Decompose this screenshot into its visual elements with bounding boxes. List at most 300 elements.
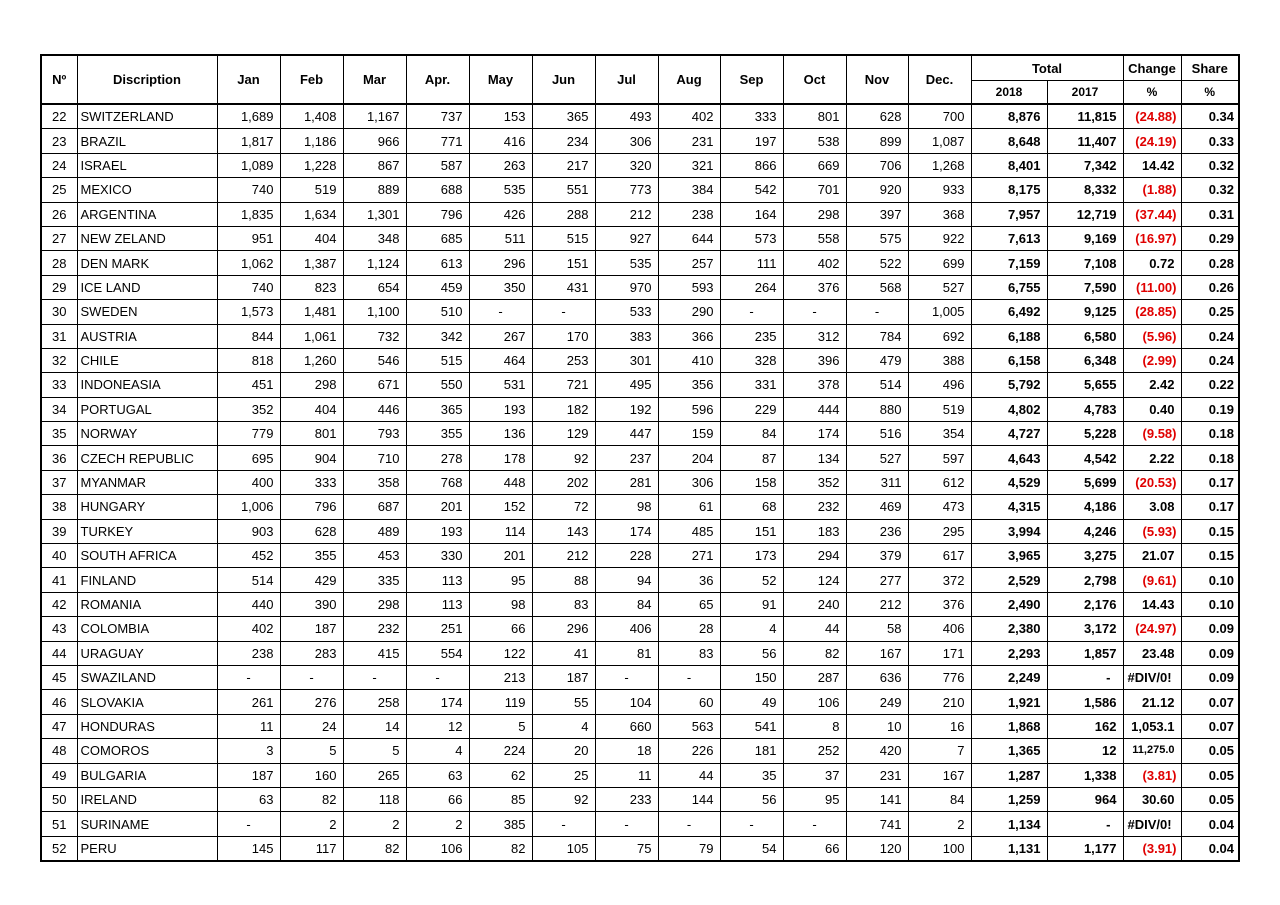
- month-value-cell: 14: [343, 714, 406, 738]
- month-value-cell: 182: [532, 397, 595, 421]
- month-value-cell: 519: [908, 397, 971, 421]
- header-total: Total: [971, 55, 1123, 81]
- month-value-cell: 333: [720, 104, 783, 129]
- change-percent-cell: 2.22: [1123, 446, 1181, 470]
- total-2018-cell: 4,802: [971, 397, 1047, 421]
- month-value-cell: 193: [406, 519, 469, 543]
- month-value-cell: 98: [595, 495, 658, 519]
- month-value-cell: 141: [846, 787, 908, 811]
- month-value-cell: 167: [908, 763, 971, 787]
- share-percent-cell: 0.17: [1181, 495, 1239, 519]
- month-value-cell: 522: [846, 251, 908, 275]
- month-value-cell: 63: [217, 787, 280, 811]
- month-value-cell: 880: [846, 397, 908, 421]
- total-2017-cell: 2,176: [1047, 592, 1123, 616]
- total-2017-cell: -: [1047, 812, 1123, 836]
- month-value-cell: 732: [343, 324, 406, 348]
- total-2017-cell: 4,186: [1047, 495, 1123, 519]
- share-percent-cell: 0.19: [1181, 397, 1239, 421]
- month-value-cell: 11: [217, 714, 280, 738]
- total-2018-cell: 2,490: [971, 592, 1047, 616]
- month-value-cell: 1,634: [280, 202, 343, 226]
- month-value-cell: 384: [658, 178, 720, 202]
- month-value-cell: 533: [595, 300, 658, 324]
- month-value-cell: 263: [469, 153, 532, 177]
- total-2017-cell: 7,590: [1047, 275, 1123, 299]
- month-value-cell: 66: [406, 787, 469, 811]
- country-name-cell: SWEDEN: [77, 300, 217, 324]
- row-number-cell: 22: [41, 104, 77, 129]
- month-value-cell: 496: [908, 373, 971, 397]
- month-value-cell: 174: [783, 422, 846, 446]
- country-name-cell: SURINAME: [77, 812, 217, 836]
- change-percent-cell: 30.60: [1123, 787, 1181, 811]
- share-percent-cell: 0.17: [1181, 470, 1239, 494]
- month-value-cell: 541: [720, 714, 783, 738]
- header-no: Nº: [41, 55, 77, 104]
- month-value-cell: 378: [783, 373, 846, 397]
- month-value-cell: 695: [217, 446, 280, 470]
- month-value-cell: 92: [532, 787, 595, 811]
- row-number-cell: 49: [41, 763, 77, 787]
- month-value-cell: 83: [532, 592, 595, 616]
- month-value-cell: 779: [217, 422, 280, 446]
- change-percent-cell: (3.81): [1123, 763, 1181, 787]
- total-2018-cell: 4,643: [971, 446, 1047, 470]
- total-2017-cell: 1,586: [1047, 690, 1123, 714]
- month-value-cell: -: [658, 812, 720, 836]
- month-value-cell: 368: [908, 202, 971, 226]
- row-number-cell: 47: [41, 714, 77, 738]
- month-value-cell: 295: [908, 519, 971, 543]
- month-value-cell: 404: [280, 397, 343, 421]
- table-row: [41, 763, 1239, 787]
- month-value-cell: 87: [720, 446, 783, 470]
- month-value-cell: 84: [720, 422, 783, 446]
- table-row: [41, 495, 1239, 519]
- month-value-cell: 372: [908, 568, 971, 592]
- month-value-cell: 187: [532, 665, 595, 689]
- month-value-cell: 331: [720, 373, 783, 397]
- table-row: [41, 422, 1239, 446]
- change-percent-cell: 1,053.1: [1123, 714, 1181, 738]
- month-value-cell: 587: [406, 153, 469, 177]
- month-value-cell: 453: [343, 544, 406, 568]
- month-value-cell: 5: [280, 739, 343, 763]
- month-value-cell: 228: [595, 544, 658, 568]
- month-value-cell: 68: [720, 495, 783, 519]
- month-value-cell: 1,408: [280, 104, 343, 129]
- month-value-cell: 100: [908, 836, 971, 861]
- month-value-cell: 84: [908, 787, 971, 811]
- table-row: [41, 739, 1239, 763]
- country-name-cell: ISRAEL: [77, 153, 217, 177]
- change-percent-cell: (5.93): [1123, 519, 1181, 543]
- month-value-cell: 24: [280, 714, 343, 738]
- month-value-cell: 267: [469, 324, 532, 348]
- month-value-cell: 106: [783, 690, 846, 714]
- month-value-cell: 237: [595, 446, 658, 470]
- month-value-cell: 281: [595, 470, 658, 494]
- month-value-cell: 1,186: [280, 129, 343, 153]
- table-row: [41, 373, 1239, 397]
- share-percent-cell: 0.09: [1181, 665, 1239, 689]
- month-value-cell: 118: [343, 787, 406, 811]
- month-value-cell: 63: [406, 763, 469, 787]
- month-value-cell: 187: [280, 617, 343, 641]
- header-month: Apr.: [406, 55, 469, 104]
- month-value-cell: 181: [720, 739, 783, 763]
- change-percent-cell: (9.58): [1123, 422, 1181, 446]
- month-value-cell: 1,268: [908, 153, 971, 177]
- month-value-cell: -: [217, 665, 280, 689]
- month-value-cell: 596: [658, 397, 720, 421]
- share-percent-cell: 0.29: [1181, 226, 1239, 250]
- total-2018-cell: 3,994: [971, 519, 1047, 543]
- month-value-cell: 193: [469, 397, 532, 421]
- total-2018-cell: 2,249: [971, 665, 1047, 689]
- header-share-unit: %: [1181, 81, 1239, 105]
- header-year-2018: 2018: [971, 81, 1047, 105]
- month-value-cell: 61: [658, 495, 720, 519]
- row-number-cell: 32: [41, 348, 77, 372]
- month-value-cell: 644: [658, 226, 720, 250]
- month-value-cell: 226: [658, 739, 720, 763]
- month-value-cell: 1,573: [217, 300, 280, 324]
- month-value-cell: 306: [658, 470, 720, 494]
- total-2017-cell: 1,338: [1047, 763, 1123, 787]
- total-2017-cell: 4,246: [1047, 519, 1123, 543]
- share-percent-cell: 0.26: [1181, 275, 1239, 299]
- month-value-cell: 612: [908, 470, 971, 494]
- month-value-cell: 5: [343, 739, 406, 763]
- total-2017-cell: 9,125: [1047, 300, 1123, 324]
- month-value-cell: 66: [469, 617, 532, 641]
- month-value-cell: 593: [658, 275, 720, 299]
- month-value-cell: 352: [783, 470, 846, 494]
- total-2018-cell: 4,529: [971, 470, 1047, 494]
- share-percent-cell: 0.07: [1181, 714, 1239, 738]
- month-value-cell: 37: [783, 763, 846, 787]
- change-percent-cell: (1.88): [1123, 178, 1181, 202]
- month-value-cell: 20: [532, 739, 595, 763]
- month-value-cell: 416: [469, 129, 532, 153]
- country-name-cell: HONDURAS: [77, 714, 217, 738]
- header-share: Share: [1181, 55, 1239, 81]
- row-number-cell: 24: [41, 153, 77, 177]
- month-value-cell: 56: [720, 641, 783, 665]
- month-value-cell: 249: [846, 690, 908, 714]
- share-percent-cell: 0.24: [1181, 324, 1239, 348]
- month-value-cell: 2: [280, 812, 343, 836]
- table-row: [41, 470, 1239, 494]
- month-value-cell: 129: [532, 422, 595, 446]
- month-value-cell: 58: [846, 617, 908, 641]
- row-number-cell: 48: [41, 739, 77, 763]
- country-name-cell: CHILE: [77, 348, 217, 372]
- total-2017-cell: 7,342: [1047, 153, 1123, 177]
- month-value-cell: 174: [406, 690, 469, 714]
- month-value-cell: 173: [720, 544, 783, 568]
- month-value-cell: 119: [469, 690, 532, 714]
- total-2018-cell: 4,727: [971, 422, 1047, 446]
- month-value-cell: 231: [846, 763, 908, 787]
- change-percent-cell: #DIV/0!: [1123, 665, 1181, 689]
- month-value-cell: 889: [343, 178, 406, 202]
- table-header: [41, 55, 1239, 104]
- total-2018-cell: 1,134: [971, 812, 1047, 836]
- month-value-cell: 444: [783, 397, 846, 421]
- total-2017-cell: 12,719: [1047, 202, 1123, 226]
- month-value-cell: 628: [280, 519, 343, 543]
- month-value-cell: 700: [908, 104, 971, 129]
- month-value-cell: 402: [217, 617, 280, 641]
- month-value-cell: 776: [908, 665, 971, 689]
- month-value-cell: 558: [783, 226, 846, 250]
- month-value-cell: 1,089: [217, 153, 280, 177]
- month-value-cell: 654: [343, 275, 406, 299]
- row-number-cell: 41: [41, 568, 77, 592]
- month-value-cell: -: [280, 665, 343, 689]
- month-value-cell: 446: [343, 397, 406, 421]
- month-value-cell: 261: [217, 690, 280, 714]
- month-value-cell: 144: [658, 787, 720, 811]
- month-value-cell: 448: [469, 470, 532, 494]
- row-number-cell: 46: [41, 690, 77, 714]
- table-row: [41, 178, 1239, 202]
- month-value-cell: 406: [908, 617, 971, 641]
- month-value-cell: 192: [595, 397, 658, 421]
- month-value-cell: 4: [406, 739, 469, 763]
- share-percent-cell: 0.05: [1181, 739, 1239, 763]
- header-month: Sep: [720, 55, 783, 104]
- month-value-cell: 365: [532, 104, 595, 129]
- month-value-cell: 1,100: [343, 300, 406, 324]
- total-2018-cell: 1,131: [971, 836, 1047, 861]
- month-value-cell: 296: [532, 617, 595, 641]
- month-value-cell: 352: [217, 397, 280, 421]
- month-value-cell: 28: [658, 617, 720, 641]
- month-value-cell: 784: [846, 324, 908, 348]
- month-value-cell: 233: [595, 787, 658, 811]
- month-value-cell: 321: [658, 153, 720, 177]
- row-number-cell: 51: [41, 812, 77, 836]
- month-value-cell: 306: [595, 129, 658, 153]
- header-description: Discription: [77, 55, 217, 104]
- total-2017-cell: 162: [1047, 714, 1123, 738]
- month-value-cell: 152: [469, 495, 532, 519]
- month-value-cell: 660: [595, 714, 658, 738]
- header-month: Oct: [783, 55, 846, 104]
- month-value-cell: 294: [783, 544, 846, 568]
- month-value-cell: 531: [469, 373, 532, 397]
- country-name-cell: SLOVAKIA: [77, 690, 217, 714]
- row-number-cell: 28: [41, 251, 77, 275]
- month-value-cell: 56: [720, 787, 783, 811]
- month-value-cell: 288: [532, 202, 595, 226]
- month-value-cell: 94: [595, 568, 658, 592]
- row-number-cell: 26: [41, 202, 77, 226]
- total-2018-cell: 1,287: [971, 763, 1047, 787]
- total-2018-cell: 1,365: [971, 739, 1047, 763]
- total-2018-cell: 6,158: [971, 348, 1047, 372]
- month-value-cell: 66: [783, 836, 846, 861]
- total-2018-cell: 8,648: [971, 129, 1047, 153]
- month-value-cell: 459: [406, 275, 469, 299]
- month-value-cell: 447: [595, 422, 658, 446]
- country-name-cell: URAGUAY: [77, 641, 217, 665]
- month-value-cell: 402: [783, 251, 846, 275]
- month-value-cell: 8: [783, 714, 846, 738]
- month-value-cell: 278: [406, 446, 469, 470]
- month-value-cell: 801: [280, 422, 343, 446]
- month-value-cell: 636: [846, 665, 908, 689]
- row-number-cell: 30: [41, 300, 77, 324]
- table-row: [41, 690, 1239, 714]
- share-percent-cell: 0.18: [1181, 446, 1239, 470]
- month-value-cell: 519: [280, 178, 343, 202]
- month-value-cell: 84: [595, 592, 658, 616]
- month-value-cell: 514: [217, 568, 280, 592]
- month-value-cell: 82: [783, 641, 846, 665]
- country-name-cell: BRAZIL: [77, 129, 217, 153]
- month-value-cell: 2: [406, 812, 469, 836]
- country-statistics-table: [40, 54, 1240, 862]
- month-value-cell: -: [343, 665, 406, 689]
- month-value-cell: 298: [783, 202, 846, 226]
- month-value-cell: 904: [280, 446, 343, 470]
- month-value-cell: 420: [846, 739, 908, 763]
- table-row: [41, 348, 1239, 372]
- month-value-cell: 966: [343, 129, 406, 153]
- country-name-cell: MEXICO: [77, 178, 217, 202]
- month-value-cell: 866: [720, 153, 783, 177]
- month-value-cell: 124: [783, 568, 846, 592]
- month-value-cell: 232: [343, 617, 406, 641]
- share-percent-cell: 0.24: [1181, 348, 1239, 372]
- month-value-cell: 95: [783, 787, 846, 811]
- month-value-cell: 796: [280, 495, 343, 519]
- change-percent-cell: 21.12: [1123, 690, 1181, 714]
- month-value-cell: 10: [846, 714, 908, 738]
- month-value-cell: 402: [658, 104, 720, 129]
- month-value-cell: 79: [658, 836, 720, 861]
- share-percent-cell: 0.25: [1181, 300, 1239, 324]
- month-value-cell: 170: [532, 324, 595, 348]
- month-value-cell: 111: [720, 251, 783, 275]
- month-value-cell: 1,689: [217, 104, 280, 129]
- month-value-cell: -: [720, 812, 783, 836]
- month-value-cell: 224: [469, 739, 532, 763]
- month-value-cell: 404: [280, 226, 343, 250]
- month-value-cell: 204: [658, 446, 720, 470]
- month-value-cell: 563: [658, 714, 720, 738]
- month-value-cell: 81: [595, 641, 658, 665]
- header-month: Jul: [595, 55, 658, 104]
- month-value-cell: 253: [532, 348, 595, 372]
- share-percent-cell: 0.05: [1181, 763, 1239, 787]
- month-value-cell: 796: [406, 202, 469, 226]
- month-value-cell: 235: [720, 324, 783, 348]
- month-value-cell: 113: [406, 568, 469, 592]
- month-value-cell: 298: [343, 592, 406, 616]
- change-percent-cell: (16.97): [1123, 226, 1181, 250]
- month-value-cell: 568: [846, 275, 908, 299]
- month-value-cell: 431: [532, 275, 595, 299]
- header-month: Feb: [280, 55, 343, 104]
- total-2018-cell: 2,380: [971, 617, 1047, 641]
- country-name-cell: DEN MARK: [77, 251, 217, 275]
- change-percent-cell: 11,275.0: [1123, 739, 1181, 763]
- month-value-cell: 396: [783, 348, 846, 372]
- month-value-cell: 927: [595, 226, 658, 250]
- month-value-cell: 4: [532, 714, 595, 738]
- total-2018-cell: 8,175: [971, 178, 1047, 202]
- month-value-cell: 495: [595, 373, 658, 397]
- share-percent-cell: 0.33: [1181, 129, 1239, 153]
- month-value-cell: 210: [908, 690, 971, 714]
- month-value-cell: 737: [406, 104, 469, 129]
- month-value-cell: -: [532, 812, 595, 836]
- country-name-cell: SWITZERLAND: [77, 104, 217, 129]
- share-percent-cell: 0.22: [1181, 373, 1239, 397]
- month-value-cell: 515: [406, 348, 469, 372]
- month-value-cell: 451: [217, 373, 280, 397]
- month-value-cell: 440: [217, 592, 280, 616]
- total-2018-cell: 7,159: [971, 251, 1047, 275]
- month-value-cell: 5: [469, 714, 532, 738]
- month-value-cell: 122: [469, 641, 532, 665]
- month-value-cell: 365: [406, 397, 469, 421]
- month-value-cell: 106: [406, 836, 469, 861]
- table-row: [41, 787, 1239, 811]
- month-value-cell: 212: [595, 202, 658, 226]
- month-value-cell: 342: [406, 324, 469, 348]
- month-value-cell: 385: [469, 812, 532, 836]
- month-value-cell: 527: [846, 446, 908, 470]
- total-2017-cell: 3,275: [1047, 544, 1123, 568]
- change-percent-cell: (5.96): [1123, 324, 1181, 348]
- table-row: [41, 544, 1239, 568]
- row-number-cell: 37: [41, 470, 77, 494]
- share-percent-cell: 0.05: [1181, 787, 1239, 811]
- total-2017-cell: 964: [1047, 787, 1123, 811]
- table-row: [41, 324, 1239, 348]
- total-2017-cell: 5,655: [1047, 373, 1123, 397]
- country-name-cell: ICE LAND: [77, 275, 217, 299]
- total-2017-cell: 6,348: [1047, 348, 1123, 372]
- share-percent-cell: 0.32: [1181, 178, 1239, 202]
- month-value-cell: 52: [720, 568, 783, 592]
- country-name-cell: BULGARIA: [77, 763, 217, 787]
- month-value-cell: 903: [217, 519, 280, 543]
- header-month: Dec.: [908, 55, 971, 104]
- month-value-cell: 153: [469, 104, 532, 129]
- country-name-cell: COLOMBIA: [77, 617, 217, 641]
- month-value-cell: -: [217, 812, 280, 836]
- month-value-cell: 2: [908, 812, 971, 836]
- month-value-cell: 320: [595, 153, 658, 177]
- month-value-cell: 388: [908, 348, 971, 372]
- total-2018-cell: 4,315: [971, 495, 1047, 519]
- month-value-cell: 613: [406, 251, 469, 275]
- month-value-cell: 768: [406, 470, 469, 494]
- header-change-unit: %: [1123, 81, 1181, 105]
- month-value-cell: 350: [469, 275, 532, 299]
- month-value-cell: 238: [658, 202, 720, 226]
- total-2017-cell: 4,542: [1047, 446, 1123, 470]
- month-value-cell: 217: [532, 153, 595, 177]
